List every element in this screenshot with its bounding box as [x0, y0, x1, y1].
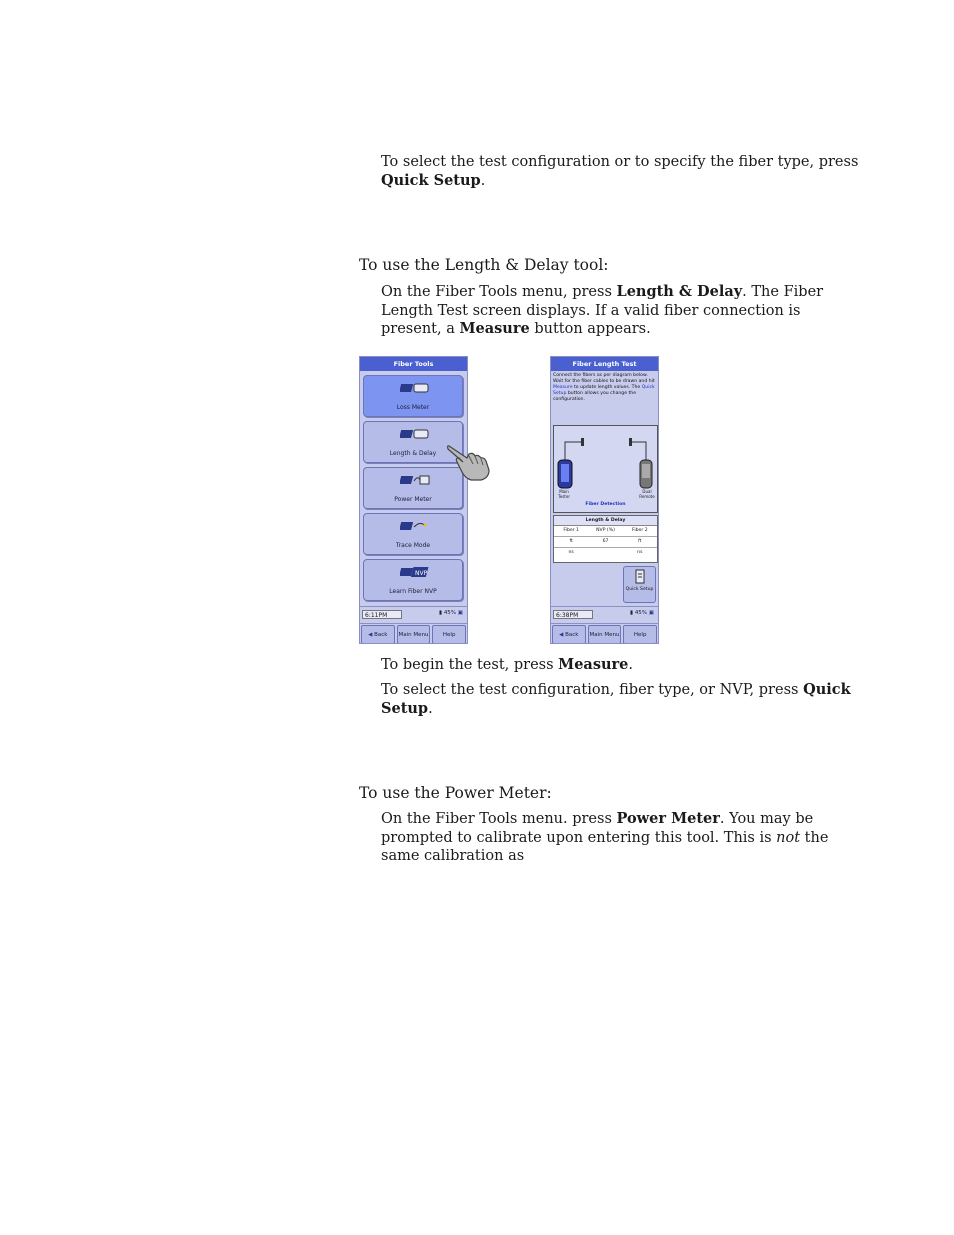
column-header: NVP (%) — [596, 528, 615, 533]
main-tester-label: Main Tester — [558, 489, 570, 499]
text: On the Fiber Tools menu. press — [381, 811, 617, 827]
main-menu-button[interactable]: Main Menu — [588, 625, 622, 644]
instructions-text — [551, 371, 658, 405]
fiber-length-test-screen — [550, 356, 659, 644]
text: On the Fiber Tools menu, press — [381, 284, 617, 300]
text: . — [428, 700, 433, 717]
save-icon: ▣ — [648, 610, 654, 616]
length-delay-icon — [400, 427, 430, 441]
quick-setup-link[interactable]: Quick Setup — [553, 385, 655, 396]
pointing-hand-icon — [447, 440, 493, 482]
text: . — [628, 657, 634, 673]
table-title: Length & Delay — [554, 516, 657, 526]
power-meter-paragraph — [381, 810, 861, 866]
bold-text: Measure — [558, 656, 629, 673]
battery-icon: ▮ — [630, 610, 634, 616]
power-meter-icon — [400, 473, 430, 487]
back-button[interactable] — [361, 625, 395, 644]
loss-meter-button[interactable] — [363, 375, 463, 417]
measure-link[interactable]: Measure — [553, 385, 573, 390]
back-arrow-icon: ◀ — [559, 631, 564, 638]
table-cell: ft — [569, 539, 573, 544]
bold-text: Measure — [459, 320, 530, 337]
battery-icon: ▮ — [439, 610, 443, 616]
info-text: Connect the fibers as per diagram below. Wait for the fiber cables to be drawn and hit — [553, 373, 655, 384]
main-menu-button[interactable]: Main Menu — [397, 625, 431, 644]
connection-diagram-graphic — [554, 426, 657, 512]
learn-fiber-nvp-button[interactable] — [363, 559, 463, 601]
menu-label: Length & Delay — [389, 450, 437, 457]
intro-end: . — [480, 172, 486, 189]
quick-setup-paragraph — [381, 681, 861, 718]
text: the same calibration as — [381, 829, 829, 864]
menu-label: Learn Fiber NVP — [389, 588, 437, 595]
nav-bar — [360, 623, 467, 644]
length-delay-paragraph — [381, 283, 861, 339]
text: To begin the test, press — [381, 657, 559, 673]
nav-bar — [551, 623, 658, 644]
menu-label: Power Meter — [394, 496, 432, 503]
nvp-badge-text: NVP — [415, 570, 428, 577]
bold-text: Power Meter — [616, 810, 720, 827]
bold-text: Length & Delay — [616, 283, 743, 300]
fiber-detection-label: Fiber Detection — [585, 502, 626, 507]
begin-test-paragraph — [381, 656, 861, 675]
quick-setup-button[interactable] — [623, 566, 656, 603]
screen-title: Fiber Tools — [360, 357, 467, 371]
quick-setup-icon — [633, 569, 647, 585]
screen-title: Fiber Length Test — [551, 357, 658, 371]
quick-setup-label: Quick Setup — [625, 587, 654, 592]
table-header-row — [554, 526, 657, 537]
help-button[interactable]: Help — [623, 625, 657, 644]
text: . You may be prompted to calibrate upon entering this tool. This is — [381, 811, 814, 846]
info-text: to update length values. The — [572, 385, 642, 390]
text: . The Fiber Length Test screen displays. If a valid fiber connection is present, a — [381, 284, 824, 337]
menu-label: Trace Mode — [395, 542, 431, 549]
back-arrow-icon: ◀ — [368, 631, 373, 638]
dual-remote-label: Dual Remote — [639, 489, 655, 499]
save-icon: ▣ — [457, 610, 463, 616]
trace-mode-button[interactable] — [363, 513, 463, 555]
battery-value: 45% — [443, 610, 457, 616]
back-button[interactable] — [552, 625, 586, 644]
length-delay-table — [553, 515, 658, 563]
table-cell: ft — [638, 539, 642, 544]
battery-value: 45% — [634, 610, 648, 616]
trace-mode-icon — [400, 519, 430, 533]
text: To select the test configuration, fiber type, or NVP, press — [381, 682, 804, 698]
status-bar — [360, 606, 467, 623]
table-cell: ns — [637, 550, 643, 555]
nav-label: Back — [374, 631, 388, 638]
help-button[interactable]: Help — [432, 625, 466, 644]
table-cell: ns — [568, 550, 574, 555]
fiber-tools-screen — [359, 356, 468, 644]
menu-label: Loss Meter — [396, 404, 430, 411]
table-row — [554, 548, 657, 558]
bold-text: Quick Setup — [381, 681, 851, 717]
loss-meter-icon — [400, 381, 430, 395]
nav-label: Back — [565, 631, 579, 638]
intro-bold: Quick Setup — [381, 171, 481, 189]
text: button appears. — [529, 321, 651, 337]
clock: 6:11PM — [362, 610, 402, 619]
fiber-connection-diagram — [553, 425, 658, 513]
table-cell — [588, 548, 622, 558]
power-meter-heading: To use the Power Meter: — [359, 784, 552, 802]
table-cell: 67 — [602, 539, 609, 544]
length-delay-heading: To use the Length & Delay tool: — [359, 256, 609, 274]
status-bar — [551, 606, 658, 623]
info-text: button allows you change the configuration. — [553, 391, 637, 402]
intro-paragraph — [381, 153, 861, 190]
clock: 6:38PM — [553, 610, 593, 619]
battery-status — [630, 610, 654, 616]
learn-nvp-icon — [400, 565, 430, 579]
intro-text: To select the test configuration or to specify the fiber type, press — [381, 154, 859, 170]
column-header: Fiber 1 — [563, 528, 579, 533]
battery-status — [439, 610, 463, 616]
italic-text: not — [776, 829, 801, 846]
table-row — [554, 537, 657, 548]
column-header: Fiber 2 — [632, 528, 648, 533]
